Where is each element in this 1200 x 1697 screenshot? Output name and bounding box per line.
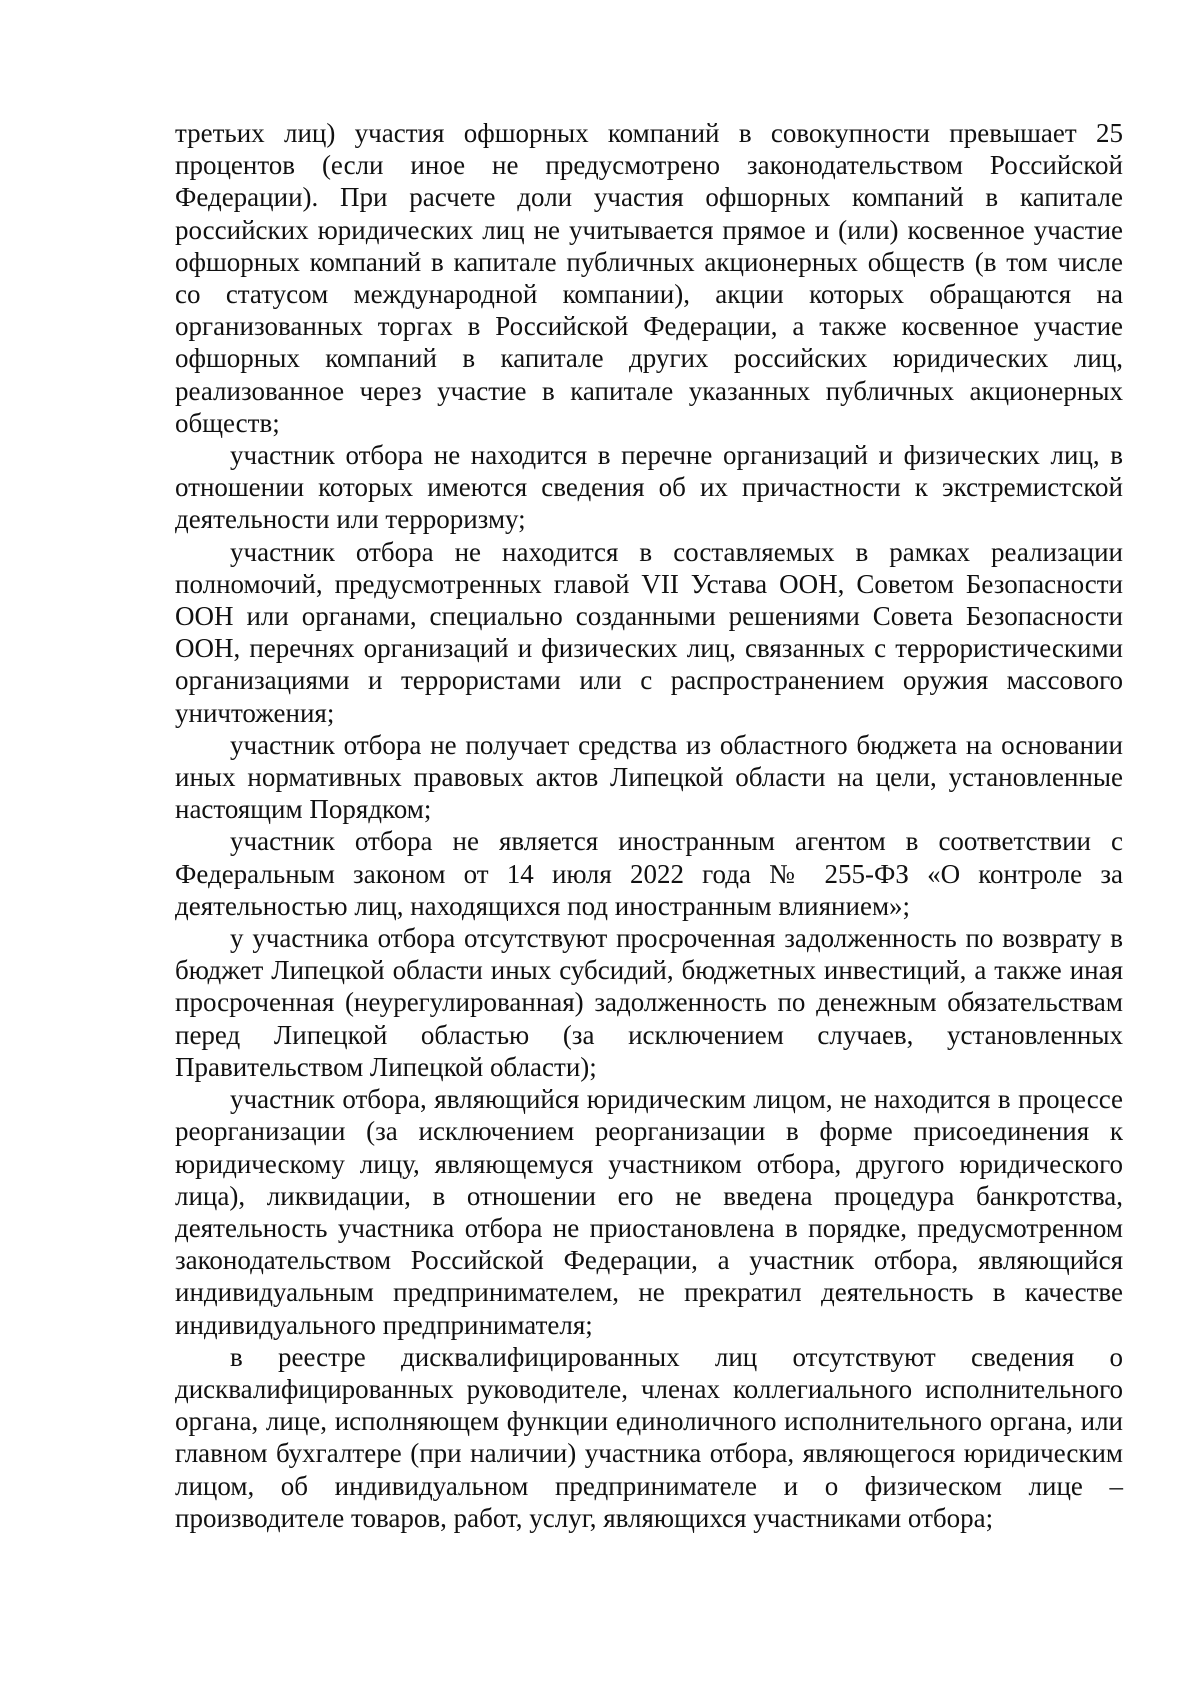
document-body <box>175 117 1123 1534</box>
paragraph-reorganization-liquidation: участник отбора, являющийся юридическим лицом, не находится в процессе реорганизации (за исключением реорганизации в форме присоединения к юридическому лицу, являющемуся участником отбора, другого юридического лица), ликвидации, в отношении его не введена процедура банкротства, деятельность участника отбора не приостановлена в порядке, предусмотренном законодательством Российской Федерации, а участник отбора, являющийся индивидуальным предпринимателем, не прекратил деятельность в качестве индивидуального предпринимателя; <box>175 1084 1123 1340</box>
paragraph-regional-budget-funds: участник отбора не получает средства из областного бюджета на основании иных нормативных правовых актов Липецкой области на цели, установленные настоящим Порядком; <box>175 729 1123 825</box>
paragraph-offshore-participation: третьих лиц) участия офшорных компаний в совокупности превышает 25 процентов (если иное не предусмотрено законодательством Российской Федерации). При расчете доли участия офшорных компаний в капитале российских юридических лиц не учитывается прямое и (или) косвенное участие офшорных компаний в капитале публичных акционерных обществ (в том числе со статусом международной компании), акции которых обращаются на организованных торгах в Российской Федерации, а также косвенное участие офшорных компаний в капитале других российских юридических лиц, реализованное через участие в капитале указанных публичных акционерных обществ; <box>175 118 1123 438</box>
paragraph-disqualified-persons-registry: в реестре дисквалифицированных лиц отсутствуют сведения о дисквалифицированных руководителе, членах коллегиального исполнительного органа, лице, исполняющем функции единоличного исполнительного органа, или главном бухгалтере (при наличии) участника отбора, являющегося юридическим лицом, об индивидуальном предпринимателе и о физическом лице – производителе товаров, работ, услуг, являющихся участниками отбора; <box>175 1341 1123 1533</box>
paragraph-un-security-council-list: участник отбора не находится в составляемых в рамках реализации полномочий, предусмотренных главой VII Устава ООН, Советом Безопасности ООН или органами, специально созданными решениями Совета Безопасности ООН, перечнях организаций и физических лиц, связанных с террористическими организациями и террористами или с распространением оружия массового уничтожения; <box>175 536 1123 728</box>
paragraph-overdue-debt: у участника отбора отсутствуют просроченная задолженность по возврату в бюджет Липецкой области иных субсидий, бюджетных инвестиций, а также иная просроченная (неурегулированная) задолженность по денежным обязательствам перед Липецкой областью (за исключением случаев, установленных Правительством Липецкой области); <box>175 923 1123 1082</box>
paragraph-extremism-list: участник отбора не находится в перечне организаций и физических лиц, в отношении которых имеются сведения об их причастности к экстремистской деятельности или терроризму; <box>175 440 1123 535</box>
paragraph-foreign-agent: участник отбора не является иностранным агентом в соответствии с Федеральным законом от 14 июля 2022 года № 255-ФЗ «О контроле за деятельностью лиц, находящихся под иностранным влиянием»; <box>175 826 1123 921</box>
